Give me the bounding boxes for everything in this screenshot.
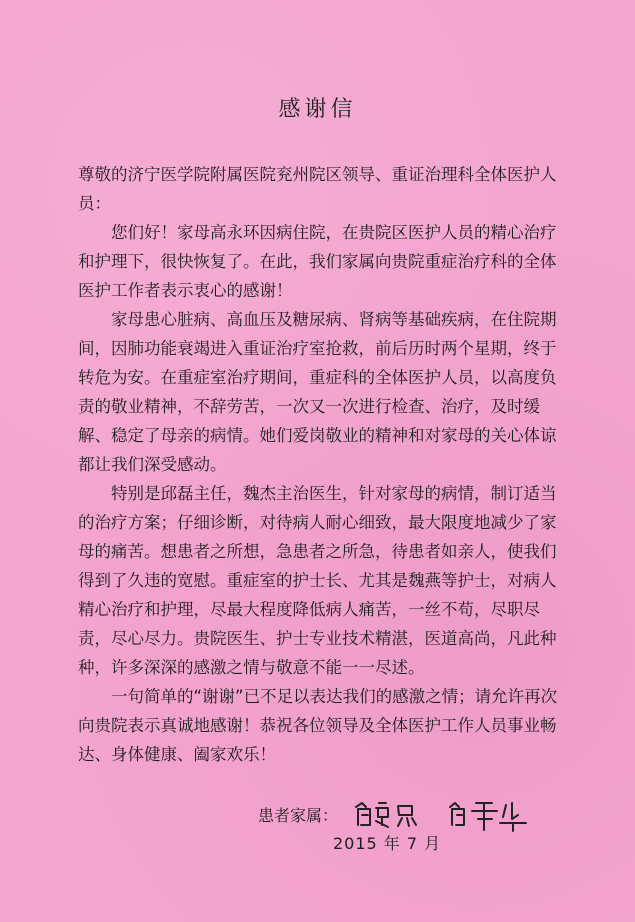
signature-block: [258, 795, 536, 833]
salutation: 尊敬的济宁医学院附属医院兖州院区领导、重证治理科全体医护人员：: [78, 165, 557, 213]
letter-date: 2015 年 7 月: [333, 834, 442, 853]
paragraph-doctors-nurses: 特别是邱磊主任，魏杰主治医生，针对家母的病情，制订适当的治疗方案；仔细诊断，对待病人耐心细致，最大限度地减少了家母的痛苦。想患者之所想，急患者之所急，待患者如亲人，使我们得到了久违的宽慰。重症室的护士长、尤其是魏燕等护士，对病人精心治疗和护理，尽最大程度降低病人痛苦，一丝不苟，尽职尽责，尽心尽力。贵院医生、护士专业技术精湛，医道高尚，凡此种种，许多深深的感激之情与敬意不能一一尽述。: [78, 484, 557, 677]
paragraph-greeting: 您们好！家母高永环因病住院，在贵院区医护人员的精心治疗和护理下，很快恢复了。在此，我们家属向贵院重症治疗科的全体医护工作者表示衷心的感谢！: [78, 223, 557, 300]
paragraph-hospitalization: 家母患心脏病、高血压及糖尿病、肾病等基础疾病，在住院期间，因肺功能衰竭进入重证治疗室抢救，前后历时两个星期，终于转危为安。在重症室治疗期间，重症科的全体医护人员，以高度负责的敬业精神，不辞劳苦，一次又一次进行检查、治疗，及时缓解、稳定了母亲的病情。她们爱岗敬业的精神和对家母的关心体谅都让我们深受感动。: [78, 310, 557, 474]
signature-label: 患者家属：: [258, 805, 339, 825]
handwritten-signature: [346, 795, 536, 833]
letter-title: 感谢信: [278, 97, 357, 122]
letter-body: [78, 160, 563, 769]
paragraph-closing-thanks: 一句简单的“谢谢”已不足以表达我们的感激之情；请允许再次向贵院表示真诚地感谢！恭祝各位领导及全体医护工作人员事业畅达、身体健康、阖家欢乐！: [78, 687, 558, 764]
